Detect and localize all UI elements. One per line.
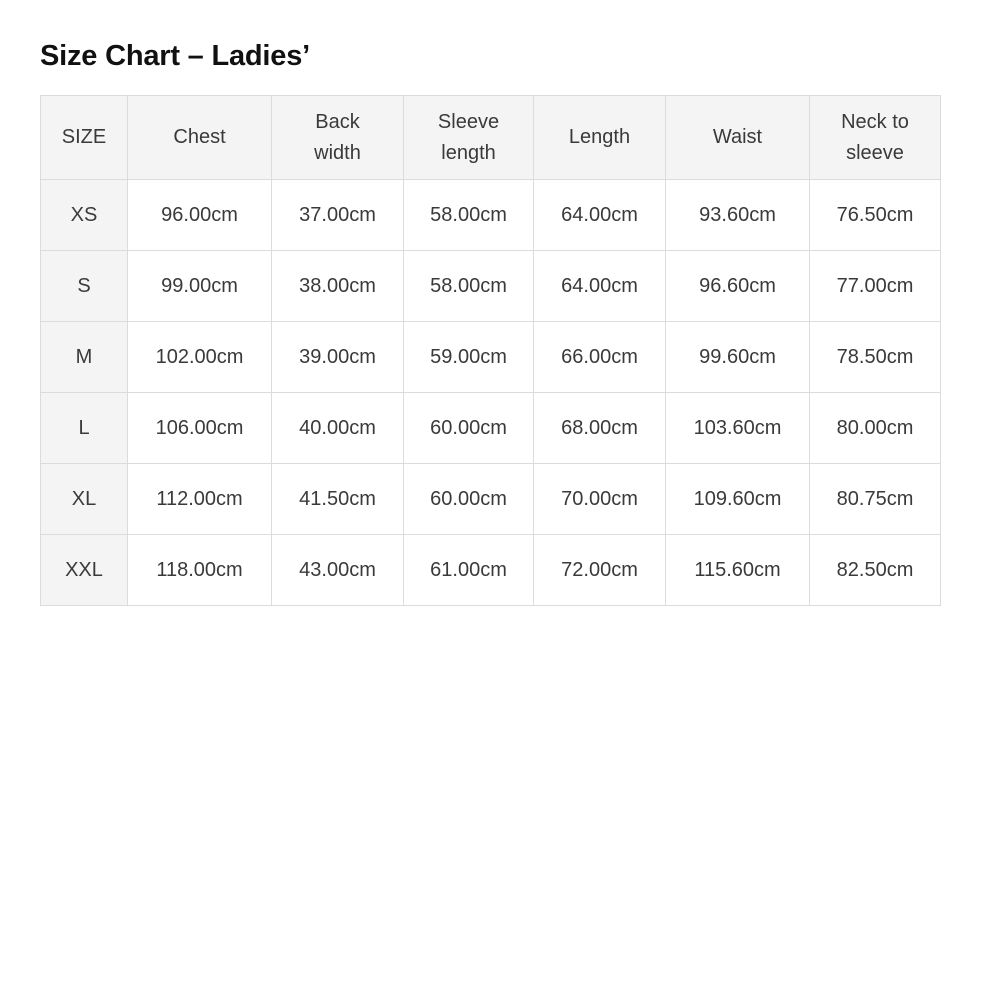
size-cell: M — [41, 322, 128, 393]
header-length — [534, 96, 666, 180]
chest-cell: 96.00cm — [128, 180, 272, 251]
waist-cell: 115.60cm — [666, 535, 810, 606]
chest-cell: 106.00cm — [128, 393, 272, 464]
length-cell: 64.00cm — [534, 180, 666, 251]
length-cell: 70.00cm — [534, 464, 666, 535]
neck-to-sleeve-cell: 80.00cm — [810, 393, 941, 464]
header-chest-label: Chest — [173, 126, 226, 148]
table-row — [41, 464, 941, 535]
header-sleeve-length-line2: length — [441, 141, 496, 164]
waist-cell: 96.60cm — [666, 251, 810, 322]
header-back-width — [272, 96, 404, 180]
neck-to-sleeve-cell: 78.50cm — [810, 322, 941, 393]
chest-cell: 99.00cm — [128, 251, 272, 322]
header-neck-to-sleeve-line2: sleeve — [846, 141, 904, 164]
back-width-cell: 39.00cm — [272, 322, 404, 393]
size-cell: XL — [41, 464, 128, 535]
sleeve-length-cell: 59.00cm — [404, 322, 534, 393]
neck-to-sleeve-cell: 80.75cm — [810, 464, 941, 535]
header-row — [41, 96, 941, 180]
sleeve-length-cell: 60.00cm — [404, 393, 534, 464]
header-length-label: Length — [568, 126, 631, 148]
neck-to-sleeve-cell: 76.50cm — [810, 180, 941, 251]
sleeve-length-cell: 60.00cm — [404, 464, 534, 535]
table-row — [41, 393, 941, 464]
header-chest — [128, 96, 272, 180]
header-back-width-line1: Back — [315, 110, 360, 133]
header-waist — [666, 96, 810, 180]
sleeve-length-cell: 61.00cm — [404, 535, 534, 606]
size-cell: S — [41, 251, 128, 322]
chest-cell: 112.00cm — [128, 464, 272, 535]
sleeve-length-cell: 58.00cm — [404, 180, 534, 251]
length-cell: 68.00cm — [534, 393, 666, 464]
back-width-cell: 38.00cm — [272, 251, 404, 322]
size-cell: XS — [41, 180, 128, 251]
header-sleeve-length — [404, 96, 534, 180]
header-size — [41, 96, 128, 180]
back-width-cell: 40.00cm — [272, 393, 404, 464]
back-width-cell: 41.50cm — [272, 464, 404, 535]
table-row — [41, 535, 941, 606]
table-row — [41, 322, 941, 393]
neck-to-sleeve-cell: 77.00cm — [810, 251, 941, 322]
waist-cell: 103.60cm — [666, 393, 810, 464]
length-cell: 66.00cm — [534, 322, 666, 393]
page-title: Size Chart – Ladies’ — [40, 40, 310, 72]
length-cell: 64.00cm — [534, 251, 666, 322]
chest-cell: 118.00cm — [128, 535, 272, 606]
length-cell: 72.00cm — [534, 535, 666, 606]
table-row — [41, 180, 941, 251]
size-cell: L — [41, 393, 128, 464]
size-cell: XXL — [41, 535, 128, 606]
table-row — [41, 251, 941, 322]
waist-cell: 99.60cm — [666, 322, 810, 393]
back-width-cell: 43.00cm — [272, 535, 404, 606]
neck-to-sleeve-cell: 82.50cm — [810, 535, 941, 606]
waist-cell: 109.60cm — [666, 464, 810, 535]
header-neck-to-sleeve-line1: Neck to — [841, 110, 909, 133]
back-width-cell: 37.00cm — [272, 180, 404, 251]
size-chart-table — [40, 95, 941, 606]
header-size-label: SIZE — [61, 126, 107, 148]
sleeve-length-cell: 58.00cm — [404, 251, 534, 322]
chest-cell: 102.00cm — [128, 322, 272, 393]
waist-cell: 93.60cm — [666, 180, 810, 251]
header-waist-label: Waist — [712, 126, 763, 148]
header-neck-to-sleeve — [810, 96, 941, 180]
header-back-width-line2: width — [314, 141, 361, 164]
header-sleeve-length-line1: Sleeve — [437, 110, 500, 133]
